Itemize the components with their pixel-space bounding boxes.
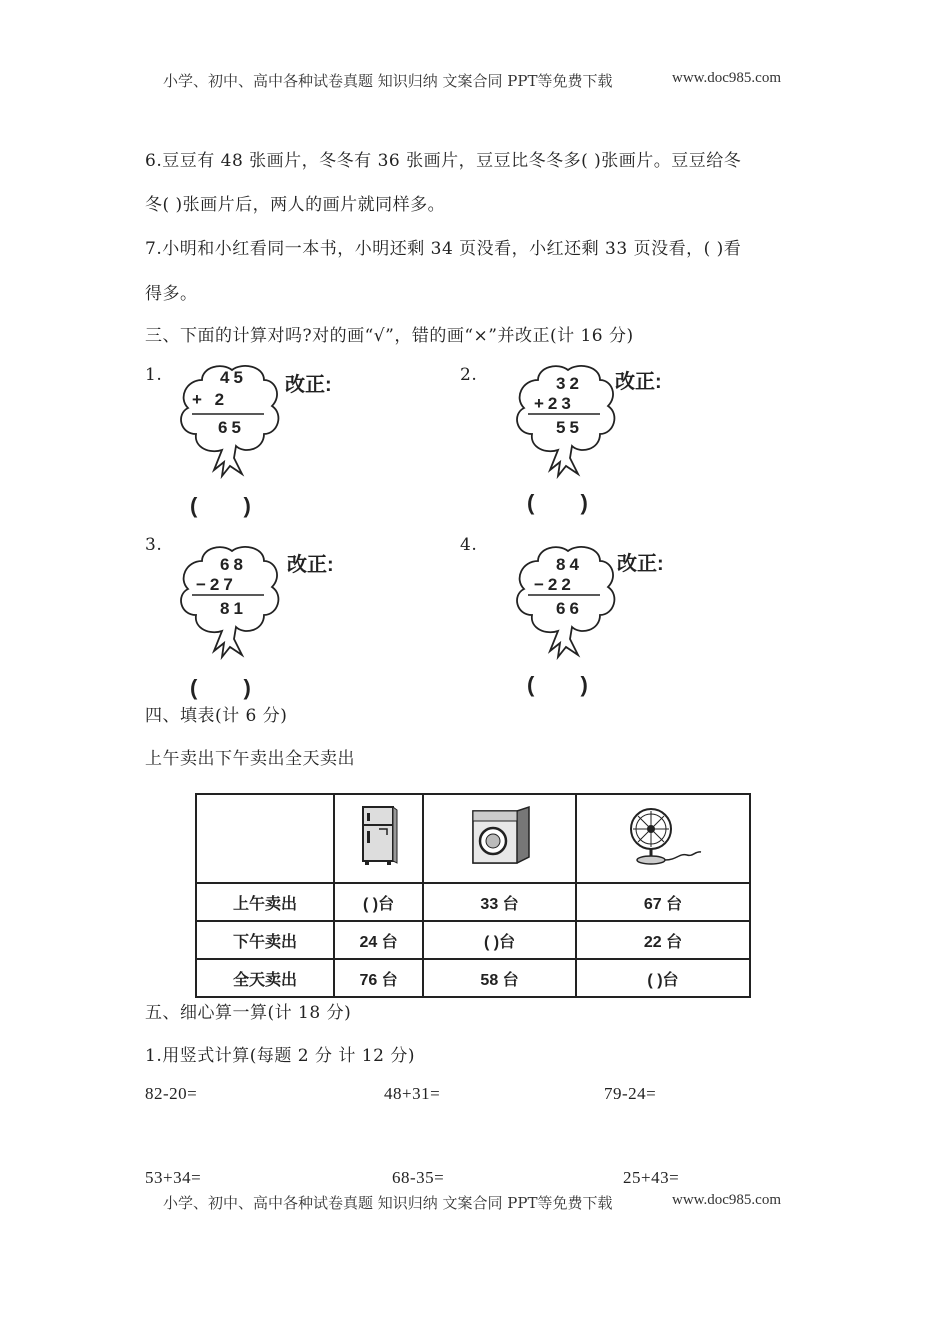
item2-tree bbox=[508, 362, 628, 502]
cell-morning-fan: 67 台 bbox=[576, 883, 750, 921]
refrigerator-icon bbox=[359, 805, 399, 867]
item4-number: 4. bbox=[460, 535, 478, 555]
problem-6: 25+43= bbox=[623, 1168, 680, 1187]
item4-op: −22 bbox=[534, 575, 575, 594]
problem-2: 48+31= bbox=[384, 1084, 441, 1103]
item2-number: 2. bbox=[460, 365, 478, 385]
item3-op: −27 bbox=[196, 575, 237, 594]
electric-fan-icon bbox=[623, 805, 703, 867]
problem-4: 53+34= bbox=[145, 1168, 202, 1187]
item1-result: 65 bbox=[218, 418, 245, 437]
problem-1: 82-20= bbox=[145, 1084, 198, 1103]
q6-line2: 冬( )张画片后，两人的画片就同样多。 bbox=[145, 195, 446, 215]
section4-subtitle: 上午卖出下午卖出全天卖出 bbox=[145, 749, 355, 769]
header-left: 小学、初中、高中各种试卷真题 知识归纳 文案合同 PPT等免费下载 bbox=[163, 72, 613, 90]
item2-top: 32 bbox=[556, 374, 583, 393]
footer-left: 小学、初中、高中各种试卷真题 知识归纳 文案合同 PPT等免费下载 bbox=[163, 1194, 613, 1212]
item1-op: + 2 bbox=[192, 390, 229, 409]
electric-fan-cell bbox=[576, 794, 750, 883]
item3-result: 81 bbox=[220, 599, 247, 618]
header-right: www.doc985.com bbox=[672, 70, 782, 86]
row-label-afternoon: 下午卖出 bbox=[196, 921, 334, 959]
cell-afternoon-refrigerator: 24 台 bbox=[334, 921, 423, 959]
item3-tree bbox=[172, 543, 292, 683]
item1-number: 1. bbox=[145, 365, 163, 385]
q7-line2: 得多。 bbox=[145, 284, 198, 304]
item1-top: 45 bbox=[220, 368, 247, 387]
q7-line1: 7.小明和小红看同一本书，小明还剩 34 页没看，小红还剩 33 页没看，( )看 bbox=[145, 239, 742, 259]
item2-correct-label: 改正: bbox=[615, 371, 662, 393]
item1-correct-label: 改正: bbox=[285, 374, 332, 396]
cell-total-fan[interactable]: ( )台 bbox=[576, 959, 750, 997]
item2-op: +23 bbox=[534, 394, 575, 413]
section3-title: 三、下面的计算对吗?对的画“√”，错的画“×”并改正(计 16 分) bbox=[145, 326, 634, 346]
item4-tree bbox=[508, 543, 628, 683]
item3-number: 3. bbox=[145, 535, 163, 555]
footer-right: www.doc985.com bbox=[672, 1192, 782, 1208]
item1-answer-paren[interactable]: ( ) bbox=[190, 493, 271, 518]
item3-top: 68 bbox=[220, 555, 247, 574]
item3-correct-label: 改正: bbox=[287, 554, 334, 576]
item1-tree bbox=[172, 362, 292, 502]
cell-morning-washing-machine: 33 台 bbox=[423, 883, 576, 921]
item4-answer-paren[interactable]: ( ) bbox=[527, 672, 608, 697]
item4-correct-label: 改正: bbox=[617, 553, 664, 575]
cell-morning-refrigerator[interactable]: ( )台 bbox=[334, 883, 423, 921]
sales-table bbox=[195, 793, 751, 998]
row-label-morning: 上午卖出 bbox=[196, 883, 334, 921]
row-label-total: 全天卖出 bbox=[196, 959, 334, 997]
refrigerator-cell bbox=[334, 794, 423, 883]
item3-answer-paren[interactable]: ( ) bbox=[190, 675, 271, 700]
problem-5: 68-35= bbox=[392, 1168, 445, 1187]
section5-title: 五、细心算一算(计 18 分) bbox=[145, 1003, 352, 1023]
q6-line1: 6.豆豆有 48 张画片，冬冬有 36 张画片，豆豆比冬冬多( )张画片。豆豆给冬 bbox=[145, 151, 742, 171]
item2-result: 55 bbox=[556, 418, 583, 437]
washing-machine-cell bbox=[423, 794, 576, 883]
section4-title: 四、填表(计 6 分) bbox=[145, 706, 288, 726]
item4-top: 84 bbox=[556, 555, 583, 574]
cell-afternoon-washing-machine[interactable]: ( )台 bbox=[423, 921, 576, 959]
cell-total-refrigerator: 76 台 bbox=[334, 959, 423, 997]
cell-afternoon-fan: 22 台 bbox=[576, 921, 750, 959]
cell-total-washing-machine: 58 台 bbox=[423, 959, 576, 997]
table-corner-cell bbox=[196, 794, 334, 883]
item2-answer-paren[interactable]: ( ) bbox=[527, 490, 608, 515]
section5-sub1: 1.用竖式计算(每题 2 分 计 12 分) bbox=[145, 1046, 415, 1066]
item4-result: 66 bbox=[556, 599, 583, 618]
washing-machine-icon bbox=[465, 805, 535, 867]
problem-3: 79-24= bbox=[604, 1084, 657, 1103]
